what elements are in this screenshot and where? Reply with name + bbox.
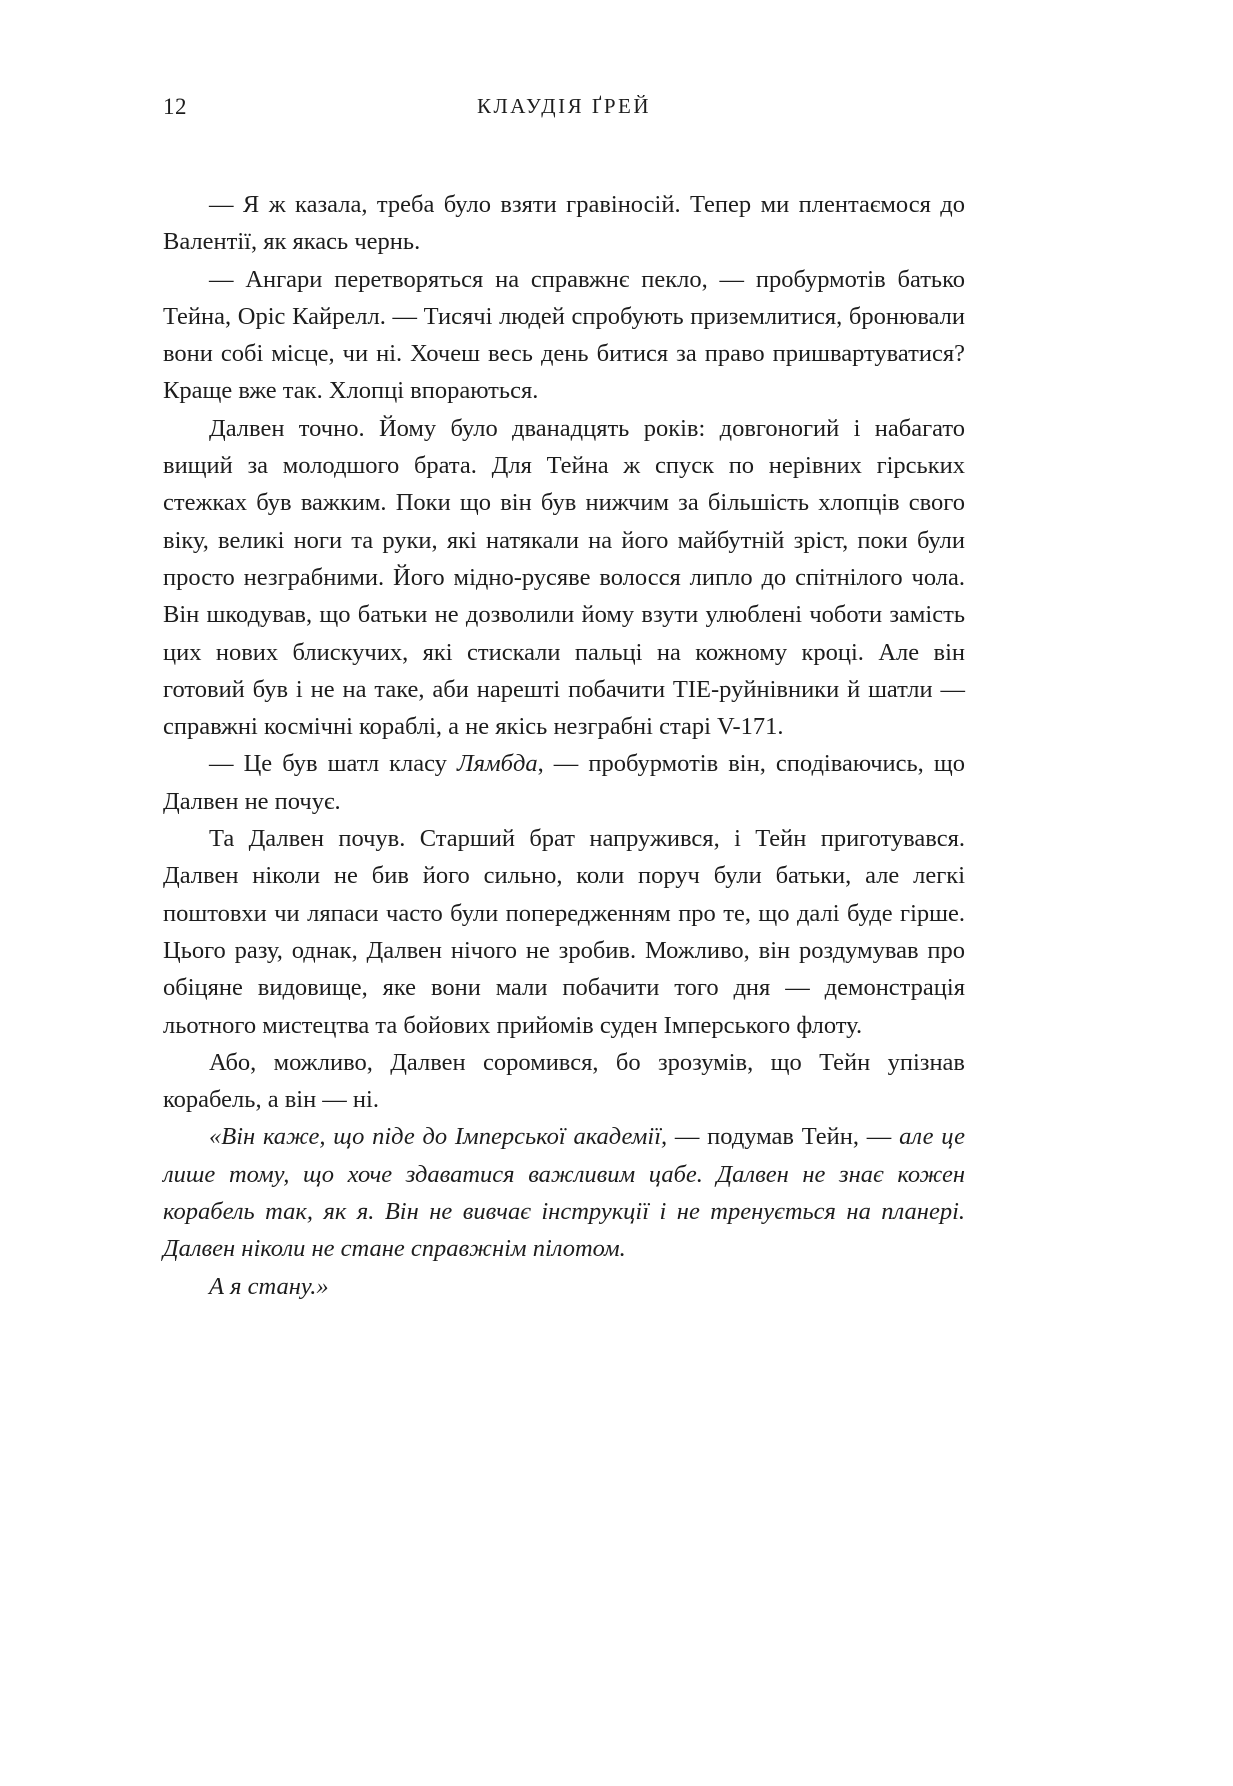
paragraph bbox=[163, 261, 965, 410]
paragraph bbox=[163, 745, 965, 820]
paragraph bbox=[163, 1268, 965, 1305]
text-segment: — Ангари перетворяться на справжнє пекло, — пробурмотів батько Тейна, Оріс Кайрелл. — Тисячі людей спробують приземлитися, бронювали вони собі місце, чи ні. Хочеш весь день битися за право пришвартуватися? Краще вже так. Хлопці впораються. bbox=[163, 265, 965, 405]
running-header: КЛАУДІЯ ҐРЕЙ bbox=[476, 94, 652, 118]
text-segment: Далвен точно. Йому було дванадцять років: довгоногий і набагато вищий за молодшого брата. Для Тейна ж спуск по нерівних гірських стежках був важким. Поки що він був нижчим за більшість хлопців свого віку, великі ноги та руки, які натякали на його майбутній зріст, поки були просто незграбними. Його мідно-русяве волосся липло до спітнілого чола. Він шкодував, що батьки не дозволили йому взути улюблені чоботи замість цих нових блискучих, які стискали пальці на кожному кроці. Але він готовий був і не на таке, аби нарешті побачити TIE-руйнівники й шатли — справжні космічні кораблі, а не якісь незграбні старі V-171. bbox=[163, 414, 965, 741]
text-segment: Або, можливо, Далвен соромився, бо зрозумів, що Тейн упізнав корабель, а він — ні. bbox=[163, 1048, 965, 1114]
page-header bbox=[163, 94, 965, 124]
text-segment: — Це був шатл класу bbox=[209, 750, 458, 778]
italic-text-segment: «Він каже, що піде до Імперської академії, bbox=[209, 1123, 675, 1151]
paragraph bbox=[163, 410, 965, 746]
paragraph bbox=[163, 820, 965, 1044]
italic-text-segment: А я стану.» bbox=[209, 1272, 329, 1300]
italic-text-segment: але це лише тому, що хоче здаватися важливим цабе. Далвен не знає кожен корабель так, як я. Він не вивчає інструкції і не тренується на планері. Далвен ніколи не стане справжнім пілотом. bbox=[163, 1123, 965, 1263]
italic-text-segment: Лямбда bbox=[457, 750, 538, 778]
text-segment: Та Далвен почув. Старший брат напружився, і Тейн приготувався. Далвен ніколи не бив його сильно, коли поруч були батьки, але легкі поштовхи чи ляпаси часто були попередженням про те, що далі буде гірше. Цього разу, однак, Далвен нічого не зробив. Можливо, він роздумував про обіцяне видовище, яке вони мали побачити того дня — демонстрація льотного мистецтва та бойових прийомів суден Імперського флоту. bbox=[163, 825, 965, 1039]
paragraph bbox=[163, 186, 965, 261]
text-block bbox=[163, 186, 965, 1305]
paragraph bbox=[163, 1118, 965, 1267]
paragraph bbox=[163, 1044, 965, 1119]
text-segment: — Я ж казала, треба було взяти гравіносій. Тепер ми плентаємося до Валентії, як якась чернь. bbox=[163, 191, 965, 256]
text-segment: , — пробурмотів він, сподіваючись, що Далвен не почує. bbox=[163, 750, 965, 815]
page-number: 12 bbox=[163, 94, 187, 119]
text-segment: — подумав Тейн, — bbox=[674, 1123, 900, 1151]
